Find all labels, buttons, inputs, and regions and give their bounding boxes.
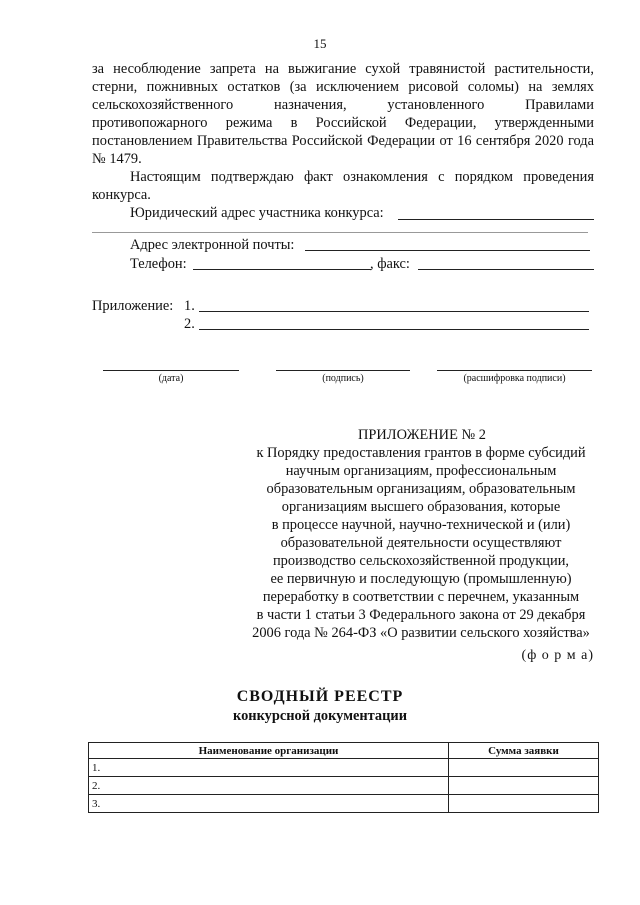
phone-label: Телефон: [130, 256, 187, 272]
amount-cell[interactable] [449, 777, 599, 795]
appendix-line: образовательным организациям, образовательным [266, 481, 576, 497]
table-header-row [89, 743, 599, 759]
appendix-line: производство сельскохозяйственной продукции, [272, 553, 570, 569]
page-number: 15 [313, 36, 327, 51]
fax-field[interactable] [418, 269, 594, 270]
email-field[interactable] [305, 250, 590, 251]
appendix-line: ее первичную и последующую (промышленную) [270, 571, 572, 587]
appendix-line: переработку в соответствии с перечнем, указанным [262, 589, 580, 605]
date-field[interactable] [103, 370, 239, 371]
attachment-number-1: 1. [184, 298, 195, 314]
organization-cell[interactable]: 2. [89, 777, 449, 795]
appendix-line: организациям высшего образования, которые [281, 499, 561, 515]
signature-decoding-field[interactable] [437, 370, 592, 371]
signature-decoding-caption: (расшифровка подписи) [463, 373, 566, 384]
appendix-line: 2006 года № 264-ФЗ «О развитии сельского хозяйства» [252, 625, 590, 641]
table-row [89, 759, 599, 777]
amount-cell[interactable] [449, 795, 599, 813]
appendix-line: в части 1 статьи 3 Федерального закона от 29 декабря [256, 607, 586, 623]
attachments-label: Приложение: [92, 298, 174, 314]
signature-field[interactable] [276, 370, 410, 371]
attachment-number-2: 2. [184, 316, 195, 332]
column-header-amount: Сумма заявки [449, 743, 599, 759]
form-marker: (ф о р м а) [521, 648, 594, 663]
amount-cell[interactable] [449, 759, 599, 777]
fax-label: , факс: [370, 256, 410, 272]
attachment-field-1[interactable] [199, 311, 589, 312]
registry-table [88, 742, 599, 813]
appendix-line: научным организациям, профессиональным [285, 463, 557, 479]
paragraph-acknowledgement: Настоящим подтверждаю факт ознакомления с порядком проведения конкурса. [92, 169, 594, 203]
appendix-title: ПРИЛОЖЕНИЕ № 2 [358, 427, 486, 443]
organization-cell[interactable]: 3. [89, 795, 449, 813]
email-label: Адрес электронной почты: [130, 237, 295, 253]
organization-cell[interactable]: 1. [89, 759, 449, 777]
appendix-line: в процессе научной, научно-технической и (или) [271, 517, 571, 533]
paragraph-fire-ban: за несоблюдение запрета на выжигание сухой травянистой растительности, стерни, пожнивных остатков (за исключением рисовой соломы) на землях сельскохозяйственного назначения, установленного Правилами противопожарного режима в Российской Федерации, утвержденными постановлением Правительства Российской Федерации от 16 сентября 2020 года № 1479. [92, 61, 594, 167]
appendix-description [242, 444, 600, 642]
column-header-organization: Наименование организации [89, 743, 449, 759]
date-caption: (дата) [158, 373, 184, 384]
legal-address-field-continued[interactable] [92, 232, 588, 233]
legal-address-label: Юридический адрес участника конкурса: [130, 205, 384, 221]
appendix-line: к Порядку предоставления грантов в форме субсидий [256, 445, 586, 461]
appendix-line: образовательной деятельности осуществляют [280, 535, 562, 551]
table-row [89, 777, 599, 795]
signature-caption: (подпись) [322, 373, 364, 384]
table-row [89, 795, 599, 813]
legal-address-field[interactable] [398, 219, 594, 220]
attachment-field-2[interactable] [199, 329, 589, 330]
phone-field[interactable] [193, 269, 371, 270]
registry-title: СВОДНЫЙ РЕЕСТР [236, 688, 404, 705]
body-text [92, 60, 594, 204]
registry-subtitle: конкурсной документации [232, 708, 407, 724]
